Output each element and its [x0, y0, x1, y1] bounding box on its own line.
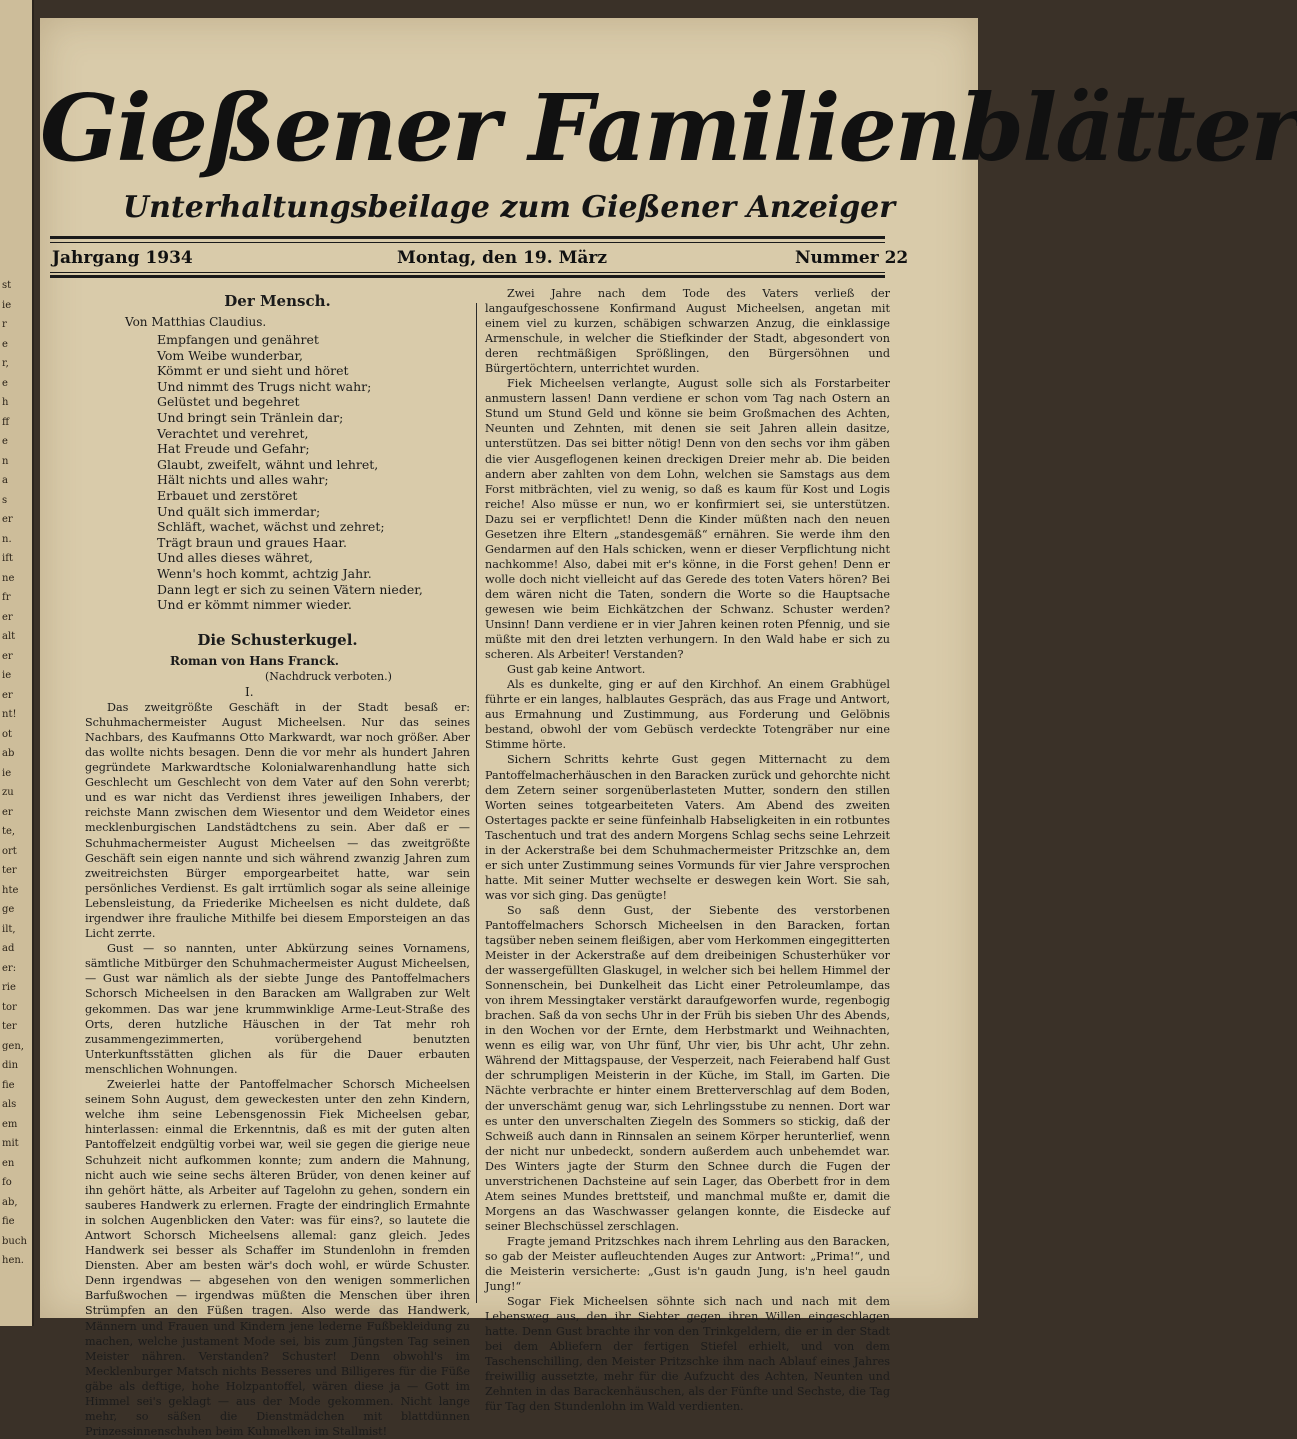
poem-line: Vom Weibe wunderbar, [157, 347, 304, 363]
poem-line: Dann legt er sich zu seinen Vätern nieder, [157, 581, 423, 597]
previous-page-fragment: er: [2, 962, 17, 974]
paragraph: Zwei Jahre nach dem Tode des Vaters verließ der langaufgeschossene Konfirmand August Micheelsen, angetan mit einem viel zu kurzen, schäbigen schwarzen Anzug, die einklassige Armenschule, in welcher die Stiefkinder der Stadt, abgesondert von deren rechtmäßigen Sprößlingen, den Bürgersöhnen und Bürgertöchtern, unterrichtet wurden. [485, 287, 890, 376]
poem-byline: Von Matthias Claudius. [125, 315, 267, 329]
novel-text-left [85, 700, 470, 1439]
previous-page-fragment: er [2, 650, 13, 662]
poem-line: Gelüstet und begehret [157, 394, 300, 410]
previous-page-fragment: zu [2, 787, 14, 798]
previous-page-fragment: hte [2, 884, 19, 896]
poem-line: Und bringt sein Tränlein dar; [157, 409, 344, 425]
novel-text-right [485, 286, 890, 1415]
previous-page-fragment: als [2, 1099, 17, 1110]
previous-page-fragment: mit [2, 1138, 19, 1149]
poem-line: Wenn's hoch kommt, achtzig Jahr. [157, 565, 372, 581]
previous-page-fragment: ff [2, 416, 10, 428]
previous-page-fragment: alt [2, 631, 16, 642]
previous-page-fragment: ilt, [2, 923, 16, 935]
poem-line: Kömmt er und sieht und höret [157, 363, 349, 379]
paragraph: Als es dunkelte, ging er auf den Kirchhof. An einem Grabhügel führte er ein langes, halblautes Gespräch, das aus Frage und Antwort, aus Ermahnung und Zustimmung, aus Forderung und Gelöbnis bestand, obwohl der vom Gebüsch verdeckte Totengräber nur eine Stimme hörte. [485, 678, 890, 752]
previous-page-fragment: er [2, 806, 13, 818]
poem-line: Trägt braun und graues Haar. [157, 534, 347, 550]
poem-line: Erbauet und zerstöret [157, 487, 298, 503]
previous-page-fragment: tor [2, 1001, 17, 1013]
previous-page-fragment: e [2, 436, 8, 447]
previous-page-fragment: ort [2, 845, 17, 857]
header-rule-bottom-thick [50, 275, 885, 278]
paragraph: Sichern Schritts kehrte Gust gegen Mitternacht zu dem Pantoffelmacherhäuschen in den Baracken zurück und gehorchte nicht dem Zetern seiner sorgenüberlasteten Mutter, sondern den stillen Worten seines totgearbeiteten Vaters. Am Abend des zweiten Ostertages packte er seine fünfeinhalb Habseligkeiten in ein rotbuntes Taschentuch und trat des andern Morgens Schlag sechs seine Lehrzeit in der Ackerstraße bei dem Schuhmachermeister Pritzschke an, dem er sich unter Zustimmung seines Vormunds für vier Jahre versprochen hatte. Mit seiner Mutter wechselte er deswegen kein Wort. Sie sah, was vor sich ging. Das genügte! [485, 753, 890, 902]
previous-page-edge [0, 0, 34, 1326]
poem-title: Der Mensch. [224, 292, 331, 310]
previous-page-fragment: em [2, 1118, 18, 1130]
paragraph: Gust — so nannten, unter Abkürzung seines Vornamens, sämtliche Mitbürger den Schuhmachermeister August Micheelsen, — Gust war nämlich als der siebte Junge des Pantoffelmachers Schorsch Micheelsen in den Baracken am Wallgraben zur Welt gekommen. Das war jene krummwinklige Arme-Leut-Straße des Orts, deren hutzliche Häuschen in der Tat mehr roh zusammengezimmerten, vorübergehend benutzten Unterkunftsstätten glichen als für die Dauer erbauten menschlichen Wohnungen. [85, 942, 470, 1076]
previous-page-fragment: ie [2, 670, 12, 681]
previous-page-fragment: r [2, 319, 7, 330]
paragraph: Sogar Fiek Micheelsen söhnte sich nach und nach mit dem Lebensweg aus, den ihr Siebter gegen ihren Willen eingeschlagen hatte. Denn Gust brachte ihr von den Trinkgeldern, die er in der Stadt bei dem Abliefern der fertigen Stiefel erhielt, und von dem Taschenschilling, den Meister Pritzschke ihm nach Ablauf eines Jahres freiwillig aussetzte, mehr für die Aufzucht des Achten, Neunten und Zehnten in das Barackenhäuschen, als der Fünfte und Sechste, die Tag für Tag den Stundenlohn im Wald verdienten. [485, 1295, 890, 1414]
previous-page-fragment: ab, [2, 1196, 18, 1208]
header-rule-top-thick [50, 236, 885, 239]
previous-page-fragment: ne [2, 572, 15, 584]
poem-line: Schläft, wachet, wächst und zehret; [157, 519, 385, 535]
previous-page-fragment: fie [2, 1216, 15, 1227]
paragraph: Fragte jemand Pritzschkes nach ihrem Lehrling aus den Baracken, so gab der Meister aufleuchtenden Auges zur Antwort: „Prima!“, und die Meisterin versicherte: „Gust is'n gaudn Jung, is'n heel gaudn Jung!“ [485, 1234, 890, 1294]
previous-page-fragment: st [2, 280, 12, 291]
poem-line: Hat Freude und Gefahr; [157, 441, 310, 457]
previous-page-fragment: ter [2, 865, 17, 876]
novel-title: Die Schusterkugel. [197, 630, 358, 649]
masthead-subtitle: Unterhaltungsbeilage zum Gießener Anzeiger [122, 190, 896, 225]
paragraph: Zweierlei hatte der Pantoffelmacher Schorsch Micheelsen seinem Sohn August, dem geweckesten unter den zehn Kindern, welche ihm seine Lebensgenossin Fiek Micheelsen gebar, hinterlassen: einmal die Erkenntnis, daß es mit der guten alten Pantoffelzeit endgültig vorbei war, weil sie gegen die gierige neue Schuhzeit nicht aufkommen konnte; zum andern die Mahnung, nicht auch wie seine sechs älteren Brüder, von denen keiner auf ihn gehört hätte, als Arbeiter auf Tagelohn zu gehen, sondern ein sauberes Handwerk zu erlernen. Fragte der eindringlich Ermahnte in solchen Augenblicken den Vater: was für eins?, so lautete die Antwort Schorsch Micheelsens allemal: ganz gleich. Jedes Handwerk sei besser als Schaffer im Stundenlohn in fremden Diensten. Aber am besten wär's doch wohl, er würde Schuster. Denn irgendwas — abgesehen von den wenigen sommerlichen Barfußwochen — irgendwas müßten die Menschen über ihren Strümpfen an den Füßen tragen. Also werde das Handwerk, Männern und Frauen und Kindern jene lederne Fußbekleidung zu machen, welche justament Mode sei, bis zum Jüngsten Tag seinen Meister nähren. Verstanden? Schuster! Denn obwohl's im Mecklenburger Matsch nichts Besseres und Billigeres für die Füße gäbe als deftige, hohe Holzpantoffel, wären diese ja — Gott im Himmel sei's geklagt — aus der Mode gekommen. Nicht lange mehr, so säßen die Dienstmädchen mit blattdünnen Prinzessinnenschuhen beim Kuhmelken im Stallmist! [85, 1078, 470, 1439]
paragraph: So saß denn Gust, der Siebente des verstorbenen Pantoffelmachers Schorsch Micheelsen in den Baracken, fortan tagsüber neben seinem fleißigen, aber vom Herkommen eingegitterten Meister in der Ackerstraße auf dem dreibeinigen Schusterhüker vor der wassergefüllten Glaskugel, in welcher sich bei hellem Himmel der Sonnenschein, bei Dunkelheit das Licht einer Petroleumlampe, das von ihrem Messingtaker verstärkt daraufgeworfen wurde, regenbogig brachen. Saß da von sechs Uhr in der Früh bis sieben Uhr des Abends, in den Wochen vor der Ernte, dem Herbstmarkt und Weihnachten, wenn es eilig war, von Uhr fünf, Uhr vier, bis Uhr acht, Uhr zehn. Während der Mittagspause, der Vesperzeit, nach Feierabend half Gust der schrumpligen Meisterin in der Küche, im Stall, im Garten. Die Nächte verbrachte er hinter einem Bretterverschlag auf dem Boden, der unverschämt genug war, sich Lehrlingsstube zu nennen. Dort war es unter den unverschalten Ziegeln des Sommers so stickig, daß der Schweiß auch dann in Rinnsalen an seinem Körper herunterlief, wenn der nicht nur unbedeckt, sondern außerdem auch unbehemdet war. Des Winters jagte der Sturm den Schnee durch die Fugen der unverstrichenen Dachsteine auf sein Lager, das Oberbett fror in dem Atem seines Mundes brettsteif, und manchmal mußte er, damit die Morgens an das Waschwasser gelangen konnte, die Eisdecke auf seiner Blechschüssel zerschlagen. [485, 903, 890, 1233]
issue-date: Montag, den 19. März [397, 248, 608, 268]
newspaper-page [40, 18, 1297, 1439]
previous-page-fragment: r, [2, 358, 9, 369]
previous-page-fragment: er [2, 514, 13, 525]
previous-page-fragment: fo [2, 1177, 12, 1188]
paragraph: Fiek Micheelsen verlangte, August solle sich als Forstarbeiter anmustern lassen! Dann verdiene er schon vom Tag nach Ostern an Stund um Stund Geld und könne sie beim Großmachen des Achten, Neunten und Zehnten, mit denen sie seit Jahren allein dasitze, unterstützen. Das sei bitter nötig! Denn von den sechs vor ihm gäben die vier Ausgeflogenen keinen dreckigen Dreier mehr ab. Die beiden andern aber zahlten von dem Lohn, welchen sie Samstags aus dem Forst mitbrächten, viel zu wenig, so daß es kaum für Kost und Logis reiche! Also müsse er nun, wo er konfirmiert sei, sie unterstützen. Dazu sei er verpflichtet! Denn die Kinder müßten nach den neuen Gesetzen ihre Eltern „standesgemäß“ ernähren. Sie werde ihm den Gendarmen auf den Hals schicken, wenn er dieser Verpflichtung nicht nachkomme! Also, dabei mit er's könne, in die Forst gehen! Denn er wolle doch nicht vielleicht auf das Gerede des toten Vaters hören? Bei dem wären nicht die Taten, sondern die Worte so die Hauptsache gewesen wie beim Eichkätzchen der Schwanz. Schuster werden? Unsinn! Dann verdiene er in vier Jahren keinen roten Pfennig, und sie müßte mit den drei letzten verhungern. In den Wald habe er sich zu scheren. Als Arbeiter! Verstanden? [485, 377, 890, 662]
previous-page-fragment: ad [2, 943, 15, 954]
previous-page-fragment: a [2, 475, 8, 486]
reprint-note: (Nachdruck verboten.) [265, 669, 392, 683]
previous-page-fragment: er [2, 611, 13, 623]
paragraph: Das zweitgrößte Geschäft in der Stadt besaß er: Schuhmachermeister August Micheelsen. Nur das seines Nachbars, des Kaufmanns Otto Markwardt, war noch größer. Aber das wollte nichts besagen. Denn die vor mehr als hundert Jahren gegründete Markwardtsche Kolonialwarenhandlung hatte sich Geschlecht um Geschlecht von dem Vater auf den Sohn vererbt; und es war nicht das Verdienst ihres jeweiligen Inhabers, der reichste Mann zwischen dem Wiesentor und dem Weidetor eines mecklenburgischen Landstädtchens zu sein. Aber daß er — Schuhmachermeister August Micheelsen — das zweitgrößte Geschäft sein eigen nannte und sich während zwanzig Jahren zum zweitreichsten Bürger emporgearbeitet hatte, war sein persönliches Verdienst. Es galt irrtümlich sogar als seine alleinige Lebensleistung, da Friederike Micheelsen es nicht duldete, daß irgendwer ihre frauliche Mithilfe bei diesem Emporsteigen an das Licht zerrte. [85, 700, 470, 941]
issue-number: Nummer 22 [795, 248, 909, 268]
poem-line: Und nimmt des Trugs nicht wahr; [157, 378, 372, 394]
previous-page-fragment: buch [2, 1235, 27, 1247]
poem-line: Empfangen und genähret [157, 332, 319, 347]
poem-line: Und quält sich immerdar; [157, 503, 321, 519]
previous-page-fragment: rie [2, 982, 16, 993]
previous-page-fragment: ot [2, 728, 13, 740]
poem-line: Und alles dieses währet, [157, 550, 313, 566]
issue-year: Jahrgang 1934 [52, 248, 193, 268]
previous-page-fragment: fie [2, 1079, 15, 1091]
poem-line: Verachtet und verehret, [157, 425, 309, 441]
poem-line: Hält nichts und alles wahr; [157, 472, 329, 488]
chapter-number: I. [245, 684, 254, 699]
poem-line: Glaubt, zweifelt, wähnt und lehret, [157, 456, 379, 472]
right-column [485, 286, 890, 1414]
previous-page-fragment: din [2, 1060, 19, 1071]
novel-byline: Roman von Hans Franck. [170, 653, 339, 668]
previous-page-fragment: n. [2, 533, 12, 545]
column-divider [476, 303, 477, 1303]
previous-page-fragment: h [2, 397, 9, 408]
previous-page-fragment: ge [2, 904, 15, 915]
previous-page-fragment: nt! [2, 709, 17, 720]
previous-page-fragment: fr [2, 592, 11, 603]
masthead-title: Gießener Familienblätter [40, 74, 1297, 182]
previous-page-fragment: gen, [2, 1040, 24, 1052]
previous-page-fragment: e [2, 377, 8, 389]
previous-page-fragment: en [2, 1157, 15, 1169]
left-column [85, 286, 470, 1439]
poem-body [157, 332, 470, 613]
header-rule-bottom-thin [50, 272, 885, 273]
previous-page-fragment: ie [2, 299, 12, 311]
paragraph: Gust gab keine Antwort. [507, 663, 646, 677]
previous-page-fragment: hen. [2, 1255, 24, 1266]
previous-page-fragment: s [2, 494, 8, 506]
previous-page-fragment: e [2, 338, 8, 350]
previous-page-fragment: n [2, 455, 9, 467]
previous-page-fragment: ter [2, 1021, 17, 1032]
previous-page-fragment: ift [2, 553, 13, 564]
previous-page-fragment: ab [2, 748, 15, 759]
previous-page-fragment: te, [2, 826, 16, 837]
previous-page-fragment: ie [2, 767, 12, 779]
previous-page-fragment: er [2, 689, 13, 701]
poem-line: Und er kömmt nimmer wieder. [157, 597, 352, 613]
header-rule-top-thin [50, 242, 885, 243]
